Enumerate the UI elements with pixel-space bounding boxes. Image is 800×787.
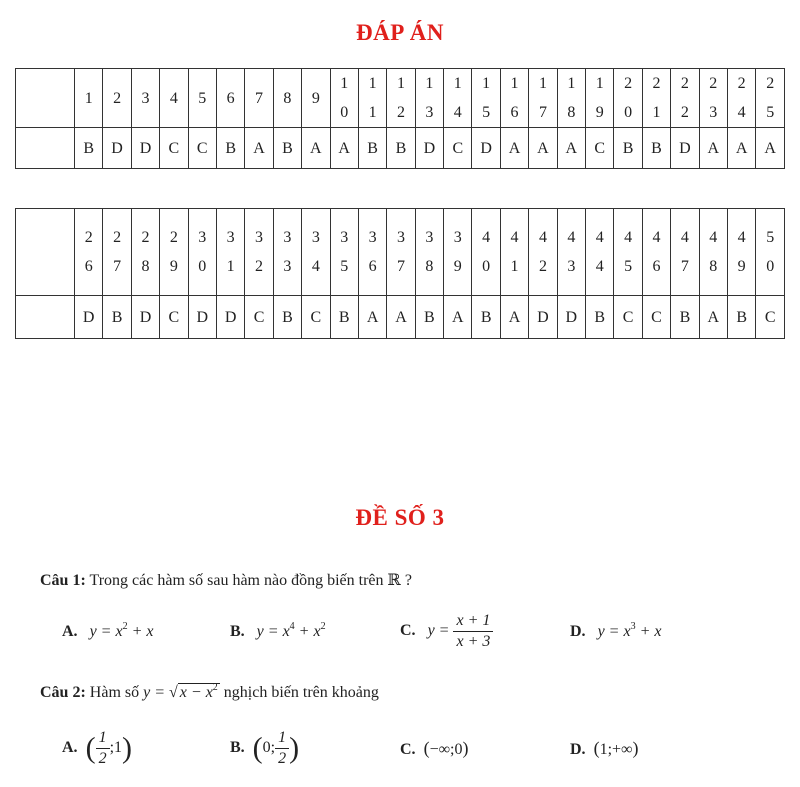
digit: 2 <box>709 75 718 92</box>
digit: 2 <box>84 229 93 246</box>
question-number-cell <box>671 69 699 128</box>
question-number-cell <box>160 209 188 296</box>
q1-option-c[interactable] <box>400 611 493 652</box>
answer-table-1 <box>15 68 785 169</box>
answer-cell: D <box>557 296 585 339</box>
interval-start: 0; <box>262 739 276 757</box>
exponent: 4 <box>289 621 295 632</box>
question-label: Câu 2: <box>40 684 86 701</box>
digit: 4 <box>652 229 661 246</box>
question-number-cell <box>273 69 301 128</box>
answer-cell: A <box>557 128 585 169</box>
q1-option-a[interactable] <box>62 621 153 641</box>
digit: 7 <box>396 258 405 275</box>
digit: 3 <box>311 229 320 246</box>
digit: 8 <box>283 89 292 107</box>
digit: 4 <box>624 229 633 246</box>
answer-cell: B <box>387 128 415 169</box>
digit: 4 <box>737 229 746 246</box>
digit: 4 <box>538 229 547 246</box>
question-end: ? <box>404 572 412 589</box>
digit: 3 <box>425 229 434 246</box>
question-number-cell <box>273 209 301 296</box>
digit: 4 <box>737 104 746 121</box>
numerator: x + 1 <box>453 611 493 632</box>
digit: 2 <box>396 104 405 121</box>
answer-cell: C <box>586 128 614 169</box>
answer-cell: C <box>756 296 785 339</box>
option-label: D. <box>570 623 586 640</box>
answer-cell: D <box>103 128 131 169</box>
question-number-cell <box>444 209 472 296</box>
digit: 0 <box>482 258 491 275</box>
digit: 4 <box>680 229 689 246</box>
right-paren: ) <box>462 738 469 758</box>
question-number-cell <box>642 69 670 128</box>
digit: 3 <box>567 258 576 275</box>
digit: 2 <box>255 258 264 275</box>
option-label: C. <box>400 622 416 640</box>
digit: 3 <box>255 229 264 246</box>
answer-title: ĐÁP ÁN <box>356 20 444 45</box>
digit: 3 <box>283 229 292 246</box>
question-number-cell <box>727 69 755 128</box>
answer-cell: D <box>131 296 159 339</box>
question-number-cell <box>444 69 472 128</box>
question-number-cell <box>75 209 103 296</box>
answer-cell: B <box>586 296 614 339</box>
answer-cell: B <box>75 128 103 169</box>
q1-option-d[interactable] <box>570 621 661 641</box>
digit: 4 <box>595 258 604 275</box>
option-label: D. <box>570 741 586 758</box>
answer-cell: B <box>642 128 670 169</box>
digit: 3 <box>283 258 292 275</box>
digit: 6 <box>368 258 377 275</box>
q2-option-a[interactable] <box>62 728 132 769</box>
answer-cell: C <box>642 296 670 339</box>
exponent: 2 <box>320 621 326 632</box>
question-number-cell <box>415 209 443 296</box>
digit: 3 <box>198 229 207 246</box>
answer-cell: D <box>415 128 443 169</box>
interval-rest: ;1 <box>109 739 123 757</box>
digit: 4 <box>567 229 576 246</box>
option-expression: y = x <box>89 623 123 640</box>
digit: 2 <box>113 229 122 246</box>
question-text: Hàm số <box>89 684 140 701</box>
digit: 4 <box>169 89 178 107</box>
question-number-cell <box>103 209 131 296</box>
answer-cell: A <box>699 128 727 169</box>
digit: 5 <box>198 89 207 107</box>
option-label: B. <box>230 739 245 757</box>
digit: 1 <box>226 258 235 275</box>
answer-cell: D <box>75 296 103 339</box>
digit: 3 <box>396 229 405 246</box>
question-number-cell <box>699 209 727 296</box>
question-1 <box>40 570 412 590</box>
digit: 3 <box>141 89 150 107</box>
digit: 6 <box>510 104 519 121</box>
question-number-cell <box>358 209 386 296</box>
question-number-cell <box>245 69 273 128</box>
question-number-cell <box>188 209 216 296</box>
question-number-cell <box>302 209 330 296</box>
question-number-cell <box>160 69 188 128</box>
option-expression: y = x <box>597 623 631 640</box>
question-2 <box>40 682 379 702</box>
answer-cell: A <box>699 296 727 339</box>
question-number-cell <box>75 69 103 128</box>
digit: 1 <box>510 258 519 275</box>
question-number-cell <box>131 209 159 296</box>
question-number-cell <box>756 69 785 128</box>
question-label: Câu 1: <box>40 572 86 589</box>
exam-title: ĐỀ SỐ 3 <box>355 505 445 530</box>
answer-cell: D <box>131 128 159 169</box>
digit: 0 <box>198 258 207 275</box>
question-number-cell <box>131 69 159 128</box>
denominator: 2 <box>278 750 287 767</box>
digit: 4 <box>510 229 519 246</box>
digit: 5 <box>624 258 633 275</box>
digit: 9 <box>737 258 746 275</box>
answer-cell: C <box>444 128 472 169</box>
left-paren: ( <box>85 731 96 765</box>
digit: 6 <box>84 258 93 275</box>
answer-cell: B <box>614 128 642 169</box>
option-label: A. <box>62 623 78 640</box>
question-number-cell <box>642 209 670 296</box>
answer-cell: D <box>529 296 557 339</box>
digit: 5 <box>340 258 349 275</box>
option-expression: + x <box>298 623 321 640</box>
exponent: 2 <box>212 682 218 693</box>
digit: 4 <box>453 104 462 121</box>
digit: 6 <box>226 89 235 107</box>
question-number-cell <box>216 209 244 296</box>
question-number-cell <box>671 209 699 296</box>
digit: 1 <box>396 75 405 92</box>
question-number-cell <box>387 69 415 128</box>
answer-cell: A <box>245 128 273 169</box>
question-number-cell <box>586 69 614 128</box>
answer-table-2 <box>15 208 785 339</box>
sqrt-icon: √ <box>169 684 178 701</box>
question-number-cell <box>500 209 528 296</box>
question-number-cell <box>330 209 358 296</box>
digit: 8 <box>567 104 576 121</box>
question-number-cell <box>614 69 642 128</box>
digit: 2 <box>737 75 746 92</box>
digit: 2 <box>680 104 689 121</box>
answer-cell: A <box>330 128 358 169</box>
digit: 2 <box>113 89 122 107</box>
digit: 1 <box>368 75 377 92</box>
denominator: x + 3 <box>456 633 491 650</box>
digit: 0 <box>624 104 633 121</box>
answer-cell: A <box>444 296 472 339</box>
question-number-cell <box>529 69 557 128</box>
digit: 3 <box>453 229 462 246</box>
answer-cell: C <box>245 296 273 339</box>
option-expression: + x <box>131 623 154 640</box>
question-number-row <box>16 209 785 296</box>
digit: 5 <box>766 229 775 246</box>
answer-cell: A <box>302 128 330 169</box>
denominator: 2 <box>98 750 107 767</box>
digit: 9 <box>595 104 604 121</box>
question-number-cell <box>586 209 614 296</box>
numerator: 1 <box>275 728 289 749</box>
digit: 0 <box>766 258 775 275</box>
question-number-cell <box>472 209 500 296</box>
question-number-cell <box>727 209 755 296</box>
fraction <box>275 728 289 769</box>
fraction <box>96 728 110 769</box>
answer-cell: D <box>671 128 699 169</box>
question-number-row <box>16 69 785 128</box>
question-number-cell <box>216 69 244 128</box>
question-number-cell <box>387 209 415 296</box>
right-paren: ) <box>289 731 300 765</box>
digit: 1 <box>595 75 604 92</box>
digit: 7 <box>255 89 264 107</box>
option-label: C. <box>400 741 416 758</box>
answer-cell: A <box>756 128 785 169</box>
digit: 1 <box>538 75 547 92</box>
q2-option-d[interactable] <box>570 738 638 759</box>
radicand <box>178 683 220 701</box>
digit: 2 <box>680 75 689 92</box>
question-number-cell <box>103 69 131 128</box>
q2-option-b[interactable] <box>230 728 299 769</box>
answer-cell: B <box>671 296 699 339</box>
digit: 5 <box>482 104 491 121</box>
question-number-cell <box>415 69 443 128</box>
left-paren: ( <box>423 738 430 758</box>
answer-cell: A <box>529 128 557 169</box>
answer-cell: B <box>727 296 755 339</box>
digit: 3 <box>368 229 377 246</box>
digit: 1 <box>567 75 576 92</box>
digit: 0 <box>340 104 349 121</box>
question-number-cell <box>500 69 528 128</box>
left-paren: ( <box>593 738 600 758</box>
answer-row <box>16 296 785 339</box>
digit: 8 <box>709 258 718 275</box>
interval: 1;+∞ <box>599 741 633 758</box>
digit: 3 <box>340 229 349 246</box>
digit: 1 <box>368 104 377 121</box>
left-paren: ( <box>252 731 263 765</box>
option-label: B. <box>230 623 245 640</box>
function-lhs: y = <box>143 684 166 701</box>
fraction <box>453 611 493 652</box>
question-text: Trong các hàm số sau hàm nào đồng biến trên <box>89 572 384 589</box>
right-paren: ) <box>632 738 639 758</box>
question-number-cell <box>557 69 585 128</box>
answer-cell: B <box>330 296 358 339</box>
answer-cell: C <box>614 296 642 339</box>
digit: 9 <box>311 89 320 107</box>
digit: 4 <box>709 229 718 246</box>
answer-cell: B <box>216 128 244 169</box>
radicand-text: x − x <box>179 684 213 701</box>
answer-cell: C <box>160 296 188 339</box>
question-number-cell <box>614 209 642 296</box>
digit: 4 <box>311 258 320 275</box>
digit: 9 <box>453 258 462 275</box>
answer-cell: B <box>103 296 131 339</box>
digit: 2 <box>169 229 178 246</box>
digit: 1 <box>425 75 434 92</box>
digit: 1 <box>453 75 462 92</box>
digit: 1 <box>84 89 93 107</box>
interval: −∞;0 <box>429 741 463 758</box>
answer-cell: B <box>472 296 500 339</box>
digit: 1 <box>482 75 491 92</box>
question-number-cell <box>245 209 273 296</box>
digit: 3 <box>709 104 718 121</box>
right-paren: ) <box>122 731 133 765</box>
real-set-symbol: ℝ <box>387 572 401 589</box>
digit: 4 <box>482 229 491 246</box>
digit: 8 <box>425 258 434 275</box>
answer-cell: D <box>472 128 500 169</box>
digit: 1 <box>340 75 349 92</box>
digit: 2 <box>538 258 547 275</box>
digit: 8 <box>141 258 150 275</box>
answer-cell: B <box>358 128 386 169</box>
question-number-cell <box>756 209 785 296</box>
digit: 3 <box>425 104 434 121</box>
numerator: 1 <box>96 728 110 749</box>
question-number-cell <box>472 69 500 128</box>
digit: 2 <box>652 75 661 92</box>
answer-cell: B <box>415 296 443 339</box>
answer-cell: D <box>216 296 244 339</box>
question-number-cell <box>330 69 358 128</box>
option-expression: + x <box>639 623 662 640</box>
question-number-cell <box>358 69 386 128</box>
answer-cell: C <box>160 128 188 169</box>
digit: 4 <box>595 229 604 246</box>
digit: 2 <box>624 75 633 92</box>
q1-option-b[interactable] <box>230 621 326 641</box>
answer-cell: A <box>727 128 755 169</box>
answer-cell: A <box>500 128 528 169</box>
question-number-cell <box>188 69 216 128</box>
exponent: 3 <box>630 621 636 632</box>
option-expression: y = <box>427 622 450 640</box>
answer-cell: C <box>188 128 216 169</box>
digit: 9 <box>169 258 178 275</box>
option-expression: y = x <box>256 623 290 640</box>
answer-cell: A <box>387 296 415 339</box>
digit: 6 <box>652 258 661 275</box>
question-number-cell <box>302 69 330 128</box>
question-text-after: nghịch biến trên khoảng <box>223 684 379 701</box>
question-number-cell <box>557 209 585 296</box>
digit: 5 <box>766 104 775 121</box>
digit: 7 <box>680 258 689 275</box>
exponent: 2 <box>122 621 128 632</box>
answer-cell: D <box>188 296 216 339</box>
digit: 7 <box>538 104 547 121</box>
answer-cell: A <box>358 296 386 339</box>
question-number-cell <box>699 69 727 128</box>
answer-cell: B <box>273 296 301 339</box>
answer-row <box>16 128 785 169</box>
answer-cell: A <box>500 296 528 339</box>
digit: 1 <box>510 75 519 92</box>
digit: 2 <box>766 75 775 92</box>
digit: 7 <box>113 258 122 275</box>
q2-option-c[interactable] <box>400 738 468 759</box>
option-label: A. <box>62 739 78 757</box>
digit: 1 <box>652 104 661 121</box>
question-number-cell <box>529 209 557 296</box>
digit: 2 <box>141 229 150 246</box>
answer-cell: C <box>302 296 330 339</box>
answer-cell: B <box>273 128 301 169</box>
digit: 3 <box>226 229 235 246</box>
